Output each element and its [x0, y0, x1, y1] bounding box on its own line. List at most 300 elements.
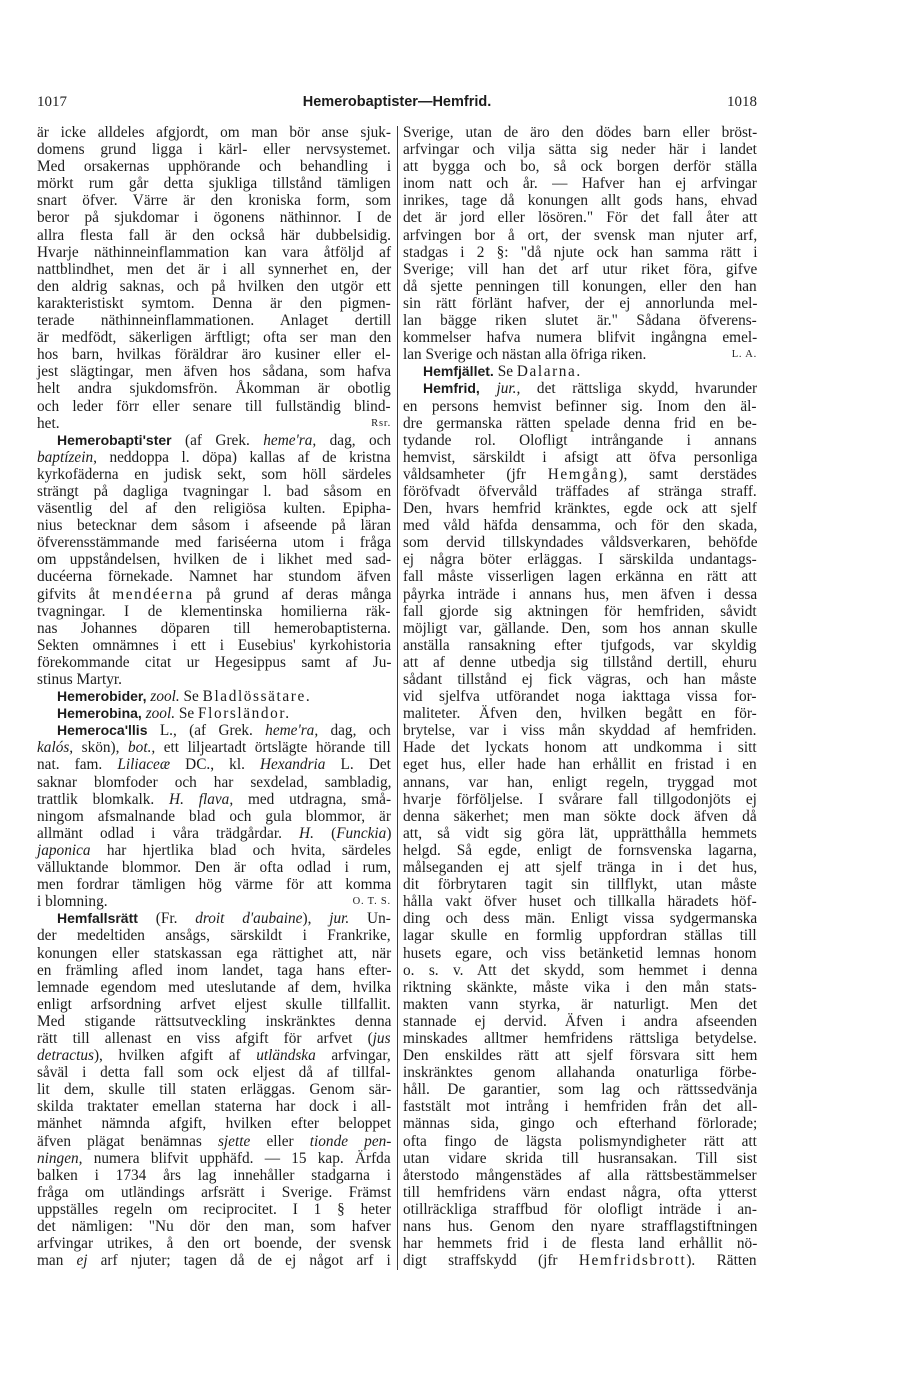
text-run: Sverige, utan de äro den dödes barn eller bröst- [403, 124, 758, 141]
text-run: maliteter. Äfven den, hvilken begått en för- [403, 705, 757, 723]
line-text [37, 1064, 391, 1081]
text-line [403, 261, 757, 278]
text-run: ), hvilken afgift af [93, 1047, 257, 1065]
text-line [403, 1252, 757, 1269]
line-text [37, 774, 391, 791]
text-line [37, 244, 391, 261]
italic-text: utländska [256, 1047, 316, 1065]
line-text [37, 739, 391, 756]
italic-text: jus [372, 1029, 391, 1047]
paragraph [403, 124, 757, 363]
text-run: husets egare, och viss betänketid lemnas honom [403, 944, 757, 962]
line-text [37, 1167, 391, 1184]
text-run: föröfvadt öfvervåld träffades af stränga straff. [403, 482, 757, 500]
line-text [37, 671, 122, 688]
line-text [37, 825, 391, 842]
text-run: med våld häfda densamma, och för den skada, [403, 517, 758, 535]
line-text [403, 534, 757, 551]
text-line [403, 312, 757, 329]
text-run: Se [175, 705, 198, 723]
line-text [37, 209, 391, 226]
text-run: numera blifvit upphäfd. — 15 kap. Ärfda [82, 1149, 391, 1167]
text-line [403, 1081, 757, 1098]
text-run: ( [313, 824, 337, 842]
text-run: öfverensstämmande med fariséerna utom i fråga [37, 534, 392, 552]
text-run: är icke alldeles afgjordt, om man bör anse sjuk- [37, 124, 391, 141]
line-text [403, 329, 757, 346]
paragraph [403, 380, 757, 1269]
text-run: ), [302, 910, 330, 928]
text-run: återstodo mångenstädes af alla rättsbestämmelser [403, 1166, 757, 1184]
line-text [37, 449, 391, 466]
text-run: digt straffskydd (jfr [403, 1252, 579, 1270]
text-line [37, 415, 391, 432]
line-text [37, 1184, 391, 1201]
text-run: nans hus. Genom den nyare strafflagstiftningen [403, 1218, 758, 1235]
text-run: välluktande blommor. Den är ofta odlad i rum, [37, 859, 392, 877]
paragraph [37, 705, 391, 722]
text-line [403, 654, 757, 671]
line-text [37, 500, 391, 517]
line-text [37, 962, 391, 979]
text-run: annans, var han, enligt regeln, tryggad mot [403, 773, 758, 791]
text-run: man [37, 1252, 77, 1270]
text-line [403, 1218, 757, 1235]
text-run: mörkt rum går detta sjukliga tillstånd tämligen [37, 175, 391, 193]
text-run: hemvist, särskildt i afsigt att öfva personliga [403, 448, 758, 466]
line-text [403, 1201, 757, 1218]
text-line [37, 586, 391, 603]
text-run: Sverige; vill han det arf utur riket föra, gifve [403, 260, 758, 278]
text-run: denna säkerhet; men man sökte dock äfven då [403, 807, 757, 825]
text-run: (Fr. [137, 910, 196, 928]
line-text [37, 1235, 391, 1252]
text-line [37, 517, 391, 534]
text-run: karakteristiskt symtom. Denna är den pigmen- [37, 294, 391, 312]
line-text [37, 415, 60, 432]
text-run: ding och dess män. Enligt vissa sydgermanska [403, 910, 758, 928]
text-line [37, 893, 391, 910]
text-line [37, 620, 391, 637]
line-text [37, 227, 391, 244]
text-run: rätt till allenast en viss afgift för arfvet ( [37, 1029, 373, 1047]
text-run: trattlik blomkalk. [37, 790, 170, 808]
text-run: hålla vakt öfver huset och tillkalla häradets höf- [403, 893, 757, 911]
text-line [37, 1030, 391, 1047]
line-text [403, 295, 757, 312]
text-run: äfven plägat benämnas [37, 1132, 218, 1150]
text-line [403, 603, 757, 620]
line-text [37, 637, 391, 654]
text-run: faststält mot intrång i hemfriden från det all- [403, 1098, 758, 1116]
italic-text: sjette [217, 1132, 251, 1150]
text-run: möjligt var, gällande. Den, som hos annan skulle [403, 619, 758, 637]
text-line [403, 551, 757, 568]
column-divider [397, 126, 398, 1270]
text-line [403, 398, 757, 415]
text-line [37, 1252, 391, 1269]
text-run: ) [386, 824, 392, 842]
line-text [403, 945, 757, 962]
text-run: fråga om utländings arfsrätt i Sverige. Främst [37, 1183, 392, 1201]
text-run: anställa ransakning efter tjufgods, var skyldig [403, 636, 757, 654]
line-text [37, 842, 391, 859]
text-line [403, 278, 757, 295]
text-line [403, 979, 757, 996]
text-run: vid sjelfva utförandet noga iakttaga vissa for- [403, 688, 757, 706]
text-run: att af denne utbedja sig tillstånd dertill, ehuru [403, 653, 757, 671]
text-line [37, 295, 391, 312]
text-line [37, 192, 391, 209]
line-text [37, 346, 391, 363]
line-text [403, 175, 757, 192]
text-line [403, 192, 757, 209]
line-text [403, 1098, 757, 1115]
text-run: ej några böter erläggas. I särskilda undantags- [403, 551, 757, 569]
line-text [403, 1030, 757, 1047]
line-text [403, 791, 757, 808]
line-text [403, 312, 757, 329]
paragraph [37, 124, 391, 432]
text-line [37, 1133, 391, 1150]
text-line [37, 261, 391, 278]
italic-text: heme'ra, [265, 722, 319, 740]
text-run: den aldrig saknas, och på hvilken den utgör ett [37, 277, 392, 295]
text-run: Se [497, 363, 517, 381]
line-text [37, 244, 391, 261]
line-text [37, 1218, 391, 1235]
line-text [37, 1150, 391, 1167]
text-line [37, 1201, 391, 1218]
line-text [403, 637, 757, 654]
italic-text: ningen, [37, 1149, 83, 1167]
text-run: lan Sverige och nästan alla öfriga riken. [403, 346, 647, 364]
text-line [403, 141, 757, 158]
line-text [403, 996, 757, 1013]
text-line [37, 1064, 391, 1081]
text-run: (af Grek. [171, 431, 264, 449]
paragraph [37, 910, 391, 1269]
text-run: nattblindhet, men det är i all synnerhet en, der [37, 260, 392, 278]
text-line [37, 449, 391, 466]
text-run: Hade det lyckats honom att undkomma i sitt [403, 739, 757, 757]
text-line [403, 1133, 757, 1150]
italic-text: detractus [37, 1047, 94, 1065]
line-text [37, 363, 391, 380]
headword: Hemeroca'llis [57, 722, 148, 739]
text-line [37, 637, 391, 654]
text-line [37, 842, 391, 859]
text-line [403, 1047, 757, 1064]
text-run: otillräckliga straffbud för olofligt inträde i an- [403, 1200, 757, 1218]
text-run: fall gjorde sig aktningen för hemfriden, såvidt [403, 602, 757, 620]
author-signature: O. T. S. [352, 896, 391, 908]
paragraph [403, 363, 757, 380]
column-right [403, 124, 757, 1269]
line-text [403, 603, 757, 620]
text-line [37, 346, 391, 363]
italic-text: ej [76, 1252, 88, 1270]
line-text [403, 774, 757, 791]
text-line [403, 996, 757, 1013]
text-run: helgd. Så egde, enligt de fornsvenska lagarna, [403, 841, 757, 859]
text-line [403, 791, 757, 808]
text-line [37, 312, 391, 329]
text-run: väsentlig del af den religiösa kulten. Epipha- [37, 500, 391, 518]
line-text [403, 722, 757, 739]
text-run: arfvingar och vilja sätta sig neder här i landet [403, 141, 757, 159]
text-run: Med stigande rättsutveckling inskränktes denna [37, 1012, 392, 1030]
text-run: lagar skulle en formlig uppfordran ställas till [403, 927, 757, 945]
line-text [37, 996, 391, 1013]
line-text [403, 620, 757, 637]
text-line [403, 483, 757, 500]
text-run: eget hus, eller hade han erhållit en fristad i en [403, 756, 757, 774]
line-text [403, 141, 757, 158]
text-run: på grund af deras många [193, 585, 392, 603]
italic-text: tionde pen- [309, 1132, 392, 1150]
line-text [403, 124, 757, 141]
text-run: såväl i detta fall som ock eljest då af tillfal- [37, 1064, 391, 1082]
line-text [403, 962, 757, 979]
text-line [403, 363, 757, 380]
text-line [403, 739, 757, 756]
text-line [403, 1201, 757, 1218]
line-text [403, 876, 757, 893]
line-text [37, 278, 391, 295]
text-line [37, 859, 391, 876]
text-run: inskränktes genom allahanda onaturliga förbe- [403, 1064, 757, 1082]
text-run: påyrka inträde i annans hus, men äfven i dessa [403, 585, 758, 603]
line-text [403, 825, 757, 842]
line-text [403, 1235, 757, 1252]
text-line [403, 910, 757, 927]
spaced-text: Hemgång [547, 465, 619, 483]
text-run: hos barn, hvilkas föräldrar äro kusiner eller el- [37, 346, 391, 364]
text-line [403, 927, 757, 944]
line-text [57, 705, 291, 722]
line-text [37, 979, 391, 996]
text-line [37, 945, 391, 962]
text-run: det nämligen: "Nu dör den man, som hafver [37, 1218, 391, 1235]
text-line [403, 346, 757, 363]
text-line [37, 1150, 391, 1167]
text-line [403, 1184, 757, 1201]
text-run: det rättsliga skydd, hvarunder [520, 380, 758, 398]
line-text [403, 568, 757, 585]
text-run: nat. fam. [37, 756, 118, 774]
text-line [37, 1115, 391, 1132]
line-text [403, 927, 757, 944]
line-text [403, 1013, 757, 1030]
text-line [403, 808, 757, 825]
line-text [403, 449, 757, 466]
text-run: domens grund ligga i kärl- eller nervsystemet. [37, 141, 391, 159]
line-text [403, 244, 757, 261]
text-line [403, 227, 757, 244]
text-run: stadgas i 2 §: "då njute ock han samma rätt i [403, 243, 758, 261]
text-run: och leder förr eller senare till fullständig blind- [37, 397, 391, 415]
line-text [403, 859, 757, 876]
text-run: kommelser hafva numera blifvit ingångna emel- [403, 329, 758, 347]
line-text [403, 398, 757, 415]
text-line [403, 244, 757, 261]
line-text [403, 1150, 757, 1167]
text-run: har hjertlika blad och hvita, särdeles [90, 841, 392, 859]
text-line [403, 825, 757, 842]
text-line [403, 1030, 757, 1047]
text-run: arfvingar utrikes, å den ort boende, der svensk [37, 1235, 392, 1253]
italic-text: Liliaceæ [117, 756, 171, 774]
text-line [403, 568, 757, 585]
italic-text: japonica [37, 841, 91, 859]
paragraph [37, 688, 391, 705]
line-text [403, 893, 757, 910]
text-line [37, 910, 391, 927]
text-line [37, 380, 391, 397]
text-line [403, 415, 757, 432]
line-text [37, 1133, 391, 1150]
text-run: nius betecknar dem såsom i afseende på läran [37, 517, 392, 535]
text-line [37, 141, 391, 158]
headword: Hemerobapti'ster [57, 431, 172, 448]
line-text [403, 466, 757, 483]
text-line [37, 705, 391, 722]
text-line [403, 893, 757, 910]
text-run: der medeltiden ansågs, särskildt i Frankrike, [37, 927, 391, 945]
line-text [403, 586, 757, 603]
line-text [37, 483, 391, 500]
text-run: männas sida, gingo och efterhand förlorade; [403, 1115, 758, 1133]
text-run: är medfödt, säkerligen ärftligt; ofta ser man den [37, 329, 392, 347]
line-text [403, 261, 757, 278]
line-text [37, 124, 391, 141]
italic-text: Hexandria [260, 756, 326, 774]
text-line [37, 1013, 391, 1030]
text-line [403, 1167, 757, 1184]
text-run: arf njuter; tagen då de ej något arf i [87, 1252, 391, 1270]
text-run: brytelse, var i viss mån skyddad af hemfriden. [403, 722, 757, 740]
line-text [403, 979, 757, 996]
text-run: L. Det [325, 756, 391, 774]
spaced-text: Bladlössätare. [202, 688, 312, 706]
text-run: skilda traktater emellan staterna har dock i all- [37, 1098, 392, 1116]
text-line [37, 654, 391, 671]
text-line [403, 586, 757, 603]
text-line [37, 876, 391, 893]
line-text [37, 876, 391, 893]
text-line [403, 209, 757, 226]
text-line [403, 1064, 757, 1081]
text-run: utan vidare skrida till husransakan. Till sist [403, 1149, 758, 1167]
text-line [403, 1235, 757, 1252]
text-line [37, 1167, 391, 1184]
line-text [403, 227, 757, 244]
text-line [403, 295, 757, 312]
text-run: hvarje förföljelse. I svårare fall tillgodonjöts ej [403, 790, 757, 808]
line-text [37, 1115, 391, 1132]
text-run: snart öfver. Värre är den kroniska form, som [37, 192, 392, 210]
text-line [403, 876, 757, 893]
line-text [37, 141, 391, 158]
line-text [403, 278, 757, 295]
spaced-text: mendéerna [112, 585, 194, 603]
text-line [37, 534, 391, 551]
spaced-text: Hemfridsbrott [578, 1252, 687, 1270]
text-run: har hemmets frid i de flesta land erhållit nö- [403, 1235, 758, 1253]
line-text [37, 312, 391, 329]
text-run: helt andra sjukdomsfrön. Åkomman är obotlig [37, 380, 391, 398]
text-line [403, 671, 757, 688]
line-text [57, 910, 391, 927]
text-run: lan bägge riken slutet är." Sådana öfverens- [403, 312, 757, 330]
text-line [403, 1098, 757, 1115]
running-header [37, 92, 757, 112]
text-line [37, 500, 391, 517]
line-text [403, 209, 757, 226]
line-text [403, 1167, 757, 1184]
line-text [37, 380, 391, 397]
text-line [37, 739, 391, 756]
text-run: allmänt odlad i våra trädgårdar. [37, 824, 300, 842]
italic-text: zool. [150, 688, 180, 706]
line-text [37, 398, 391, 415]
text-line [37, 722, 391, 739]
line-text [403, 1064, 757, 1081]
text-run: arfvingen bor å ort, der svensk man njuter arf, [403, 226, 758, 244]
text-run: ett liljeartadt örtslägte hörande till [155, 739, 391, 757]
page-number-right: 1018 [727, 94, 757, 110]
text-line [403, 859, 757, 876]
line-text [403, 1252, 757, 1269]
spaced-text: Florsländor. [197, 705, 291, 723]
line-text [403, 688, 757, 705]
text-line [403, 380, 757, 397]
line-text [37, 1030, 391, 1047]
text-run: sin rätt förlänt hafver, der ej annorlunda mel- [403, 294, 758, 312]
line-text [37, 859, 391, 876]
text-line [403, 945, 757, 962]
text-run: ), samt derstädes [618, 465, 757, 483]
line-text [37, 1201, 391, 1218]
text-line [403, 842, 757, 859]
line-text [57, 432, 391, 449]
line-text [403, 654, 757, 671]
text-run: dag, och [318, 722, 391, 740]
text-run: men fordrar tämligen hög värme för att komma [37, 876, 392, 894]
line-text [37, 329, 391, 346]
italic-text: zool. [145, 705, 176, 723]
italic-text: H. [299, 824, 314, 842]
line-text [37, 1252, 391, 1269]
line-text [37, 945, 391, 962]
text-run: våldsamheter (jfr [403, 465, 548, 483]
line-text [403, 1184, 757, 1201]
text-run: enligt arfsordning arfvet eljest skulle tillfallit. [37, 995, 391, 1013]
line-text [403, 705, 757, 722]
line-text [403, 551, 757, 568]
line-text [423, 363, 582, 380]
text-run: stinus Martyr. [37, 671, 122, 688]
text-run: sådant tillstånd ej fick vägras, och han måste [403, 671, 757, 688]
text-run: mänhet nämnda afgift, hvilken efter beloppet [37, 1115, 392, 1133]
text-line [37, 603, 391, 620]
page-number-left: 1017 [37, 94, 67, 110]
line-text [37, 534, 391, 551]
line-text [403, 1133, 757, 1150]
line-text [37, 893, 108, 910]
line-text [37, 568, 391, 585]
